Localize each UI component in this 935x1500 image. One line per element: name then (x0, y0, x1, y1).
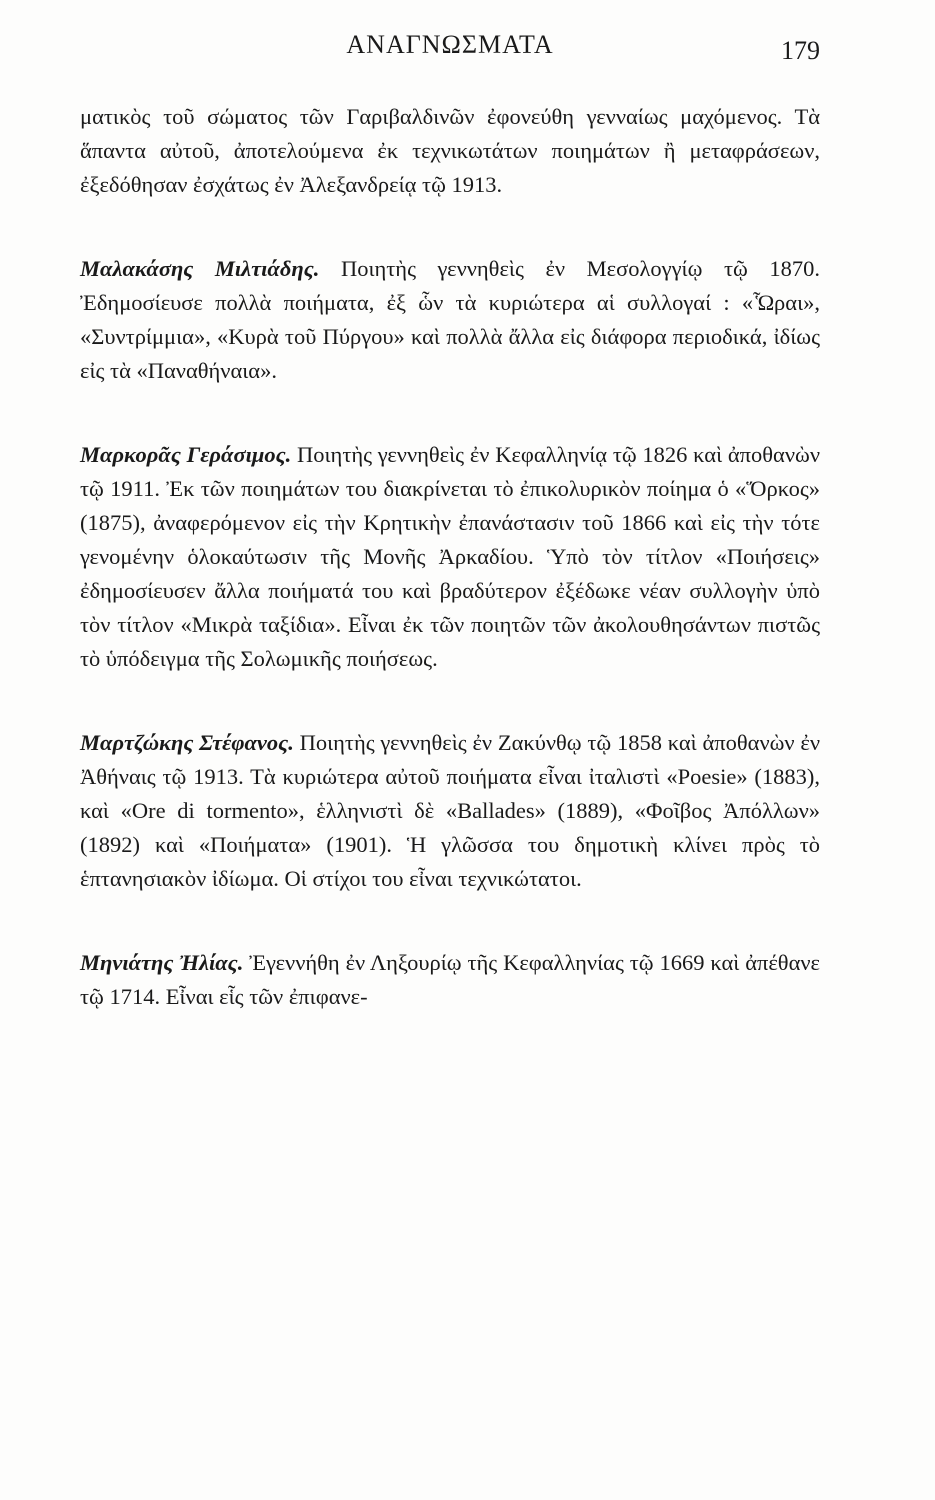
continuation-paragraph: ματικὸς τοῦ σώματος τῶν Γαριβαλδινῶν ἐφονεύθη γενναίως μαχόμενος. Τὰ ἅπαντα αὐτοῦ, ἀποτελούμενα ἐκ τεχνικωτάτων ποιημάτων ἢ μεταφράσεων, ἐξεδόθησαν ἐσχάτως ἐν Ἀλεξανδρείᾳ τῷ 1913. (80, 104, 820, 197)
page-header (80, 30, 820, 74)
entry-miniatis (80, 946, 820, 1014)
entry-markoras (80, 438, 820, 676)
entry-name: Μαλακάσης Μιλτιάδης. (80, 256, 320, 281)
body-text (80, 100, 820, 1014)
entry-name: Μαρτζώκης Στέφανος. (80, 730, 294, 755)
entry-text: Ποιητὴς γεννηθεὶς ἐν Ζακύνθῳ τῷ 1858 καὶ ἀποθανὼν ἐν Ἀθήναις τῷ 1913. Τὰ κυριώτερα αὐτοῦ ποιήματα εἶναι ἰταλιστὶ «Poesie» (1883), καὶ «Ore di tormento», ἑλληνιστὶ δὲ «Ballades» (1889), «Φοῖβος Ἀπόλλων» (1892) καὶ «Ποιήματα» (1901). Ἡ γλῶσσα του δημοτικὴ κλίνει πρὸς τὸ ἑπτανησιακὸν ἰδίωμα. Οἱ στίχοι του εἶναι τεχνικώτατοι. (80, 730, 820, 891)
entry-text: Ποιητὴς γεννηθεὶς ἐν Κεφαλληνίᾳ τῷ 1826 καὶ ἀποθανὼν τῷ 1911. Ἐκ τῶν ποιημάτων του διακρίνεται τὸ ἐπικολυρικὸν ποίημα ὁ «Ὅρκος» (1875), ἀναφερόμενον εἰς τὴν Κρητικὴν ἐπανάστασιν τοῦ 1866 καὶ εἰς τὴν τότε γενομένην ὁλοκαύτωσιν τῆς Μονῆς Ἀρκαδίου. Ὑπὸ τὸν τίτλον «Ποιήσεις» ἐδημοσίευσεν ἄλλα ποιήματά του καὶ βραδύτερον ἐξέδωκε νέαν συλλογὴν ὑπὸ τὸν τίτλον «Μικρὰ ταξίδια». Εἶναι ἐκ τῶν ποιητῶν τῶν ἀκολουθησάντων πιστῶς τὸ ὑπόδειγμα τῆς Σολωμικῆς ποιήσεως. (80, 442, 821, 671)
entry-name: Μαρκορᾶς Γεράσιμος. (80, 442, 292, 467)
entry-name: Μηνιάτης Ἠλίας. (80, 950, 244, 975)
entry-malakasis (80, 252, 820, 388)
entry-text: Ποιητὴς γεννηθεὶς ἐν Μεσολογγίῳ τῷ 1870. Ἐδημοσίευσε πολλὰ ποιήματα, ἐξ ὧν τὰ κυριώτερα αἱ συλλογαί : «Ὧραι», «Συντρίμμια», «Κυρὰ τοῦ Πύργου» καὶ πολλὰ ἄλλα εἰς διάφορα περιοδικά, ἰδίως εἰς τὰ «Παναθήναια». (80, 256, 821, 383)
running-title: ΑΝΑΓΝΩΣΜΑΤΑ (346, 30, 554, 59)
page-number: 179 (781, 36, 820, 65)
entry-martzokis (80, 726, 820, 896)
entry-text: Ἐγεννήθη ἐν Ληξουρίῳ τῆς Κεφαλληνίας τῷ 1669 καὶ ἀπέθανε τῷ 1714. Εἶναι εἷς τῶν ἐπιφανε- (80, 950, 820, 1009)
